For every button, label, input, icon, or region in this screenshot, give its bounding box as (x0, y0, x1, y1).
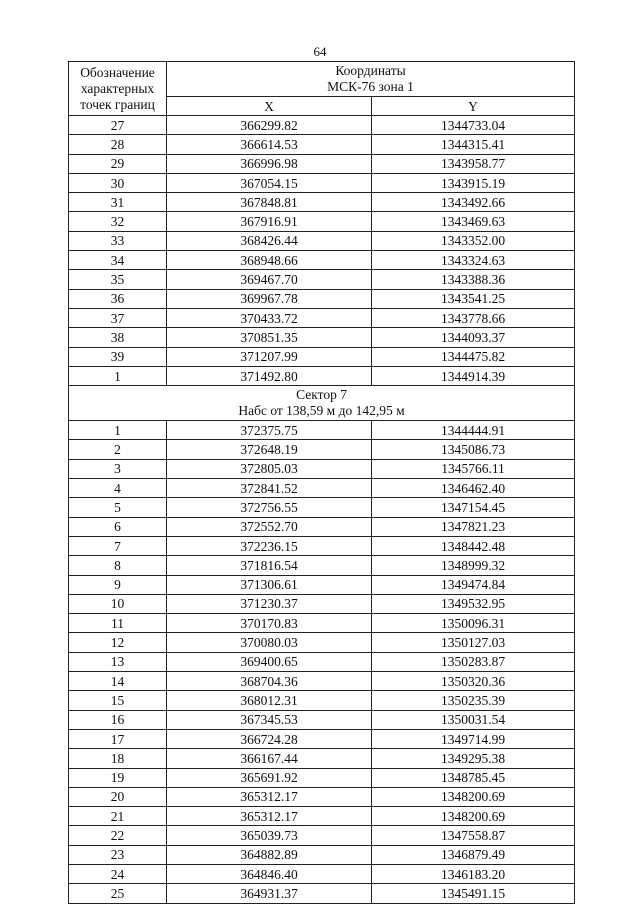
table-row (69, 231, 575, 250)
coordinates-table (68, 61, 575, 904)
x-coordinate-cell: 372841.52 (167, 479, 372, 498)
x-coordinate-cell: 366167.44 (167, 749, 372, 768)
table-row (69, 193, 575, 212)
y-coordinate-cell: 1347558.87 (372, 826, 575, 845)
point-number-cell: 6 (69, 517, 167, 536)
y-coordinate-cell: 1345491.15 (372, 884, 575, 903)
y-coordinate-cell: 1344444.91 (372, 421, 575, 440)
table-row (69, 864, 575, 883)
x-coordinate-cell: 366996.98 (167, 154, 372, 173)
y-coordinate-cell: 1344093.37 (372, 328, 575, 347)
x-coordinate-cell: 371230.37 (167, 594, 372, 613)
table-row (69, 328, 575, 347)
x-coordinate-cell: 367916.91 (167, 212, 372, 231)
point-number-cell: 37 (69, 308, 167, 327)
table-row (69, 884, 575, 903)
point-number-cell: 9 (69, 575, 167, 594)
point-number-cell: 1 (69, 366, 167, 385)
table-row (69, 498, 575, 517)
y-coordinate-cell: 1345086.73 (372, 440, 575, 459)
table-row (69, 173, 575, 192)
x-coordinate-cell: 371492.80 (167, 366, 372, 385)
header-label-line: точек границ (80, 96, 155, 112)
table-row (69, 845, 575, 864)
x-coordinate-cell: 365691.92 (167, 768, 372, 787)
y-coordinate-cell: 1347154.45 (372, 498, 575, 517)
x-coordinate-cell: 372648.19 (167, 440, 372, 459)
y-coordinate-cell: 1343958.77 (372, 154, 575, 173)
point-number-cell: 19 (69, 768, 167, 787)
point-number-cell: 36 (69, 289, 167, 308)
x-coordinate-cell: 368426.44 (167, 231, 372, 250)
y-coordinate-cell: 1343469.63 (372, 212, 575, 231)
table-row (69, 347, 575, 366)
table-row (69, 479, 575, 498)
y-coordinate-cell: 1349532.95 (372, 594, 575, 613)
x-coordinate-cell: 372756.55 (167, 498, 372, 517)
x-coordinate-cell: 369400.65 (167, 652, 372, 671)
x-coordinate-cell: 364846.40 (167, 864, 372, 883)
y-coordinate-cell: 1350235.39 (372, 691, 575, 710)
y-coordinate-cell: 1348200.69 (372, 787, 575, 806)
coordinates-title: Координаты (335, 63, 406, 78)
table-row (69, 270, 575, 289)
x-coordinate-cell: 365312.17 (167, 787, 372, 806)
table-row (69, 289, 575, 308)
table-row (69, 154, 575, 173)
point-number-cell: 29 (69, 154, 167, 173)
x-coordinate-cell: 364882.89 (167, 845, 372, 864)
x-coordinate-cell: 366299.82 (167, 116, 372, 135)
y-coordinate-cell: 1348200.69 (372, 807, 575, 826)
y-coordinate-cell: 1346462.40 (372, 479, 575, 498)
y-coordinate-cell: 1349474.84 (372, 575, 575, 594)
table-row (69, 440, 575, 459)
x-coordinate-cell: 369967.78 (167, 289, 372, 308)
x-coordinate-cell: 368704.36 (167, 672, 372, 691)
sector-heading (69, 386, 575, 421)
y-coordinate-cell: 1344914.39 (372, 366, 575, 385)
point-number-cell: 28 (69, 135, 167, 154)
table-row (69, 826, 575, 845)
point-number-cell: 1 (69, 421, 167, 440)
x-coordinate-cell: 370433.72 (167, 308, 372, 327)
table-row (69, 251, 575, 270)
x-coordinate-cell: 366614.53 (167, 135, 372, 154)
y-coordinate-cell: 1343352.00 (372, 231, 575, 250)
x-coordinate-cell: 371816.54 (167, 556, 372, 575)
table-row (69, 459, 575, 478)
x-coordinate-cell: 371207.99 (167, 347, 372, 366)
table-row (69, 729, 575, 748)
y-coordinate-cell: 1343541.25 (372, 289, 575, 308)
point-number-cell: 38 (69, 328, 167, 347)
point-number-cell: 11 (69, 614, 167, 633)
table-row (69, 517, 575, 536)
header-label-line: Обозначение (80, 64, 155, 80)
point-number-cell: 31 (69, 193, 167, 212)
sector-height-range: Набс от 138,59 м до 142,95 м (238, 403, 405, 419)
x-coordinate-cell: 368012.31 (167, 691, 372, 710)
x-coordinate-cell: 372805.03 (167, 459, 372, 478)
y-coordinate-cell: 1344315.41 (372, 135, 575, 154)
table-row (69, 652, 575, 671)
table-row (69, 575, 575, 594)
y-coordinate-cell: 1347821.23 (372, 517, 575, 536)
point-number-cell: 16 (69, 710, 167, 729)
point-number-cell: 8 (69, 556, 167, 575)
point-number-cell: 25 (69, 884, 167, 903)
y-coordinate-cell: 1346183.20 (372, 864, 575, 883)
y-coordinate-cell: 1348442.48 (372, 536, 575, 555)
x-coordinate-cell: 372236.15 (167, 536, 372, 555)
point-number-cell: 20 (69, 787, 167, 806)
x-coordinate-cell: 367054.15 (167, 173, 372, 192)
point-number-cell: 27 (69, 116, 167, 135)
x-coordinate-cell: 372375.75 (167, 421, 372, 440)
table-row (69, 135, 575, 154)
page-number: 64 (313, 44, 327, 59)
table-row (69, 633, 575, 652)
point-number-cell: 15 (69, 691, 167, 710)
x-coordinate-cell: 365039.73 (167, 826, 372, 845)
x-coordinate-cell: 367345.53 (167, 710, 372, 729)
y-coordinate-cell: 1345766.11 (372, 459, 575, 478)
x-axis-header: X (167, 97, 372, 116)
table-row (69, 749, 575, 768)
y-coordinate-cell: 1343915.19 (372, 173, 575, 192)
point-number-cell: 39 (69, 347, 167, 366)
x-coordinate-cell: 370851.35 (167, 328, 372, 347)
x-coordinate-cell: 372552.70 (167, 517, 372, 536)
point-number-cell: 14 (69, 672, 167, 691)
sector-row (69, 386, 575, 421)
y-coordinate-cell: 1344475.82 (372, 347, 575, 366)
x-coordinate-cell: 368948.66 (167, 251, 372, 270)
point-number-cell: 3 (69, 459, 167, 478)
point-number-cell: 2 (69, 440, 167, 459)
point-number-cell: 5 (69, 498, 167, 517)
point-number-cell: 24 (69, 864, 167, 883)
point-number-cell: 34 (69, 251, 167, 270)
x-coordinate-cell: 370080.03 (167, 633, 372, 652)
table-row (69, 787, 575, 806)
table-row (69, 614, 575, 633)
point-number-cell: 7 (69, 536, 167, 555)
y-coordinate-cell: 1348999.32 (372, 556, 575, 575)
y-coordinate-cell: 1343492.66 (372, 193, 575, 212)
table-row (69, 116, 575, 135)
x-coordinate-cell: 371306.61 (167, 575, 372, 594)
table-row (69, 421, 575, 440)
point-number-cell: 18 (69, 749, 167, 768)
table-row (69, 366, 575, 385)
point-number-cell: 22 (69, 826, 167, 845)
y-axis-header: Y (372, 97, 575, 116)
point-number-cell: 21 (69, 807, 167, 826)
point-number-cell: 12 (69, 633, 167, 652)
x-coordinate-cell: 364931.37 (167, 884, 372, 903)
point-number-cell: 32 (69, 212, 167, 231)
header-label-line: характерных (80, 80, 155, 96)
point-label-header (69, 62, 167, 116)
x-coordinate-cell: 370170.83 (167, 614, 372, 633)
x-coordinate-cell: 367848.81 (167, 193, 372, 212)
y-coordinate-cell: 1350031.54 (372, 710, 575, 729)
table-row (69, 807, 575, 826)
y-coordinate-cell: 1349295.38 (372, 749, 575, 768)
table-row (69, 536, 575, 555)
y-coordinate-cell: 1350127.03 (372, 633, 575, 652)
point-number-cell: 17 (69, 729, 167, 748)
table-row (69, 691, 575, 710)
y-coordinate-cell: 1344733.04 (372, 116, 575, 135)
table-row (69, 212, 575, 231)
y-coordinate-cell: 1343388.36 (372, 270, 575, 289)
point-number-cell: 4 (69, 479, 167, 498)
table-row (69, 308, 575, 327)
y-coordinate-cell: 1343324.63 (372, 251, 575, 270)
coordinate-system: МСК-76 зона 1 (327, 79, 414, 94)
table-row (69, 710, 575, 729)
x-coordinate-cell: 365312.17 (167, 807, 372, 826)
coordinates-header (167, 62, 575, 97)
point-number-cell: 23 (69, 845, 167, 864)
y-coordinate-cell: 1350320.36 (372, 672, 575, 691)
x-coordinate-cell: 366724.28 (167, 729, 372, 748)
table-row (69, 556, 575, 575)
table-row (69, 672, 575, 691)
y-coordinate-cell: 1350096.31 (372, 614, 575, 633)
point-number-cell: 35 (69, 270, 167, 289)
point-number-cell: 13 (69, 652, 167, 671)
point-number-cell: 10 (69, 594, 167, 613)
header-row (69, 62, 575, 97)
point-number-cell: 33 (69, 231, 167, 250)
y-coordinate-cell: 1349714.99 (372, 729, 575, 748)
table-row (69, 768, 575, 787)
y-coordinate-cell: 1346879.49 (372, 845, 575, 864)
y-coordinate-cell: 1343778.66 (372, 308, 575, 327)
y-coordinate-cell: 1348785.45 (372, 768, 575, 787)
y-coordinate-cell: 1350283.87 (372, 652, 575, 671)
x-coordinate-cell: 369467.70 (167, 270, 372, 289)
point-number-cell: 30 (69, 173, 167, 192)
table-row (69, 594, 575, 613)
sector-title: Сектор 7 (296, 387, 347, 403)
